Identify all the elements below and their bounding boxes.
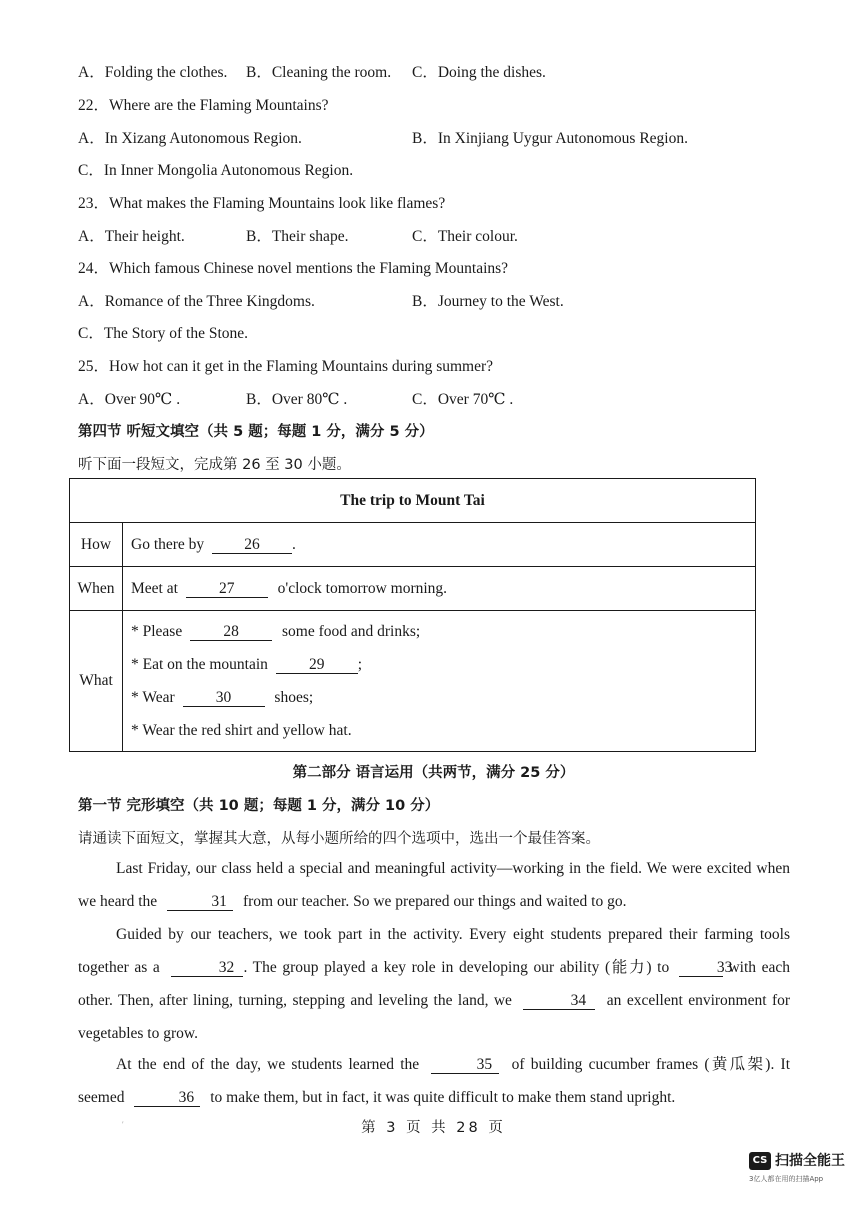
watermark-name: 扫描全能王 [775,1153,845,1169]
when-cell [123,567,756,611]
passage-paragraph-3 [78,1048,790,1114]
passage-text: an excellent environment for vegetables to grow. [78,992,791,1042]
what-item-1-post: some food and drinks; [281,623,421,640]
blank-30[interactable]: 30 [183,690,265,707]
q22-option-c: C．In Inner Mongolia Autonomous Region. [78,162,354,179]
how-label: How [70,523,123,567]
passage-paragraph-2 [78,918,790,1050]
scan-mark: ′ [122,1120,124,1129]
q22-option-b: B．In Xinjiang Uygur Autonomous Region. [412,130,688,147]
blank-29[interactable]: 29 [276,657,358,674]
q24-option-a: A．Romance of the Three Kingdoms. [78,293,315,310]
what-label: What [70,611,123,752]
q24-question: 24．Which famous Chinese novel mentions the Flaming Mountains? [78,260,509,277]
how-cell [123,523,756,567]
blank-34[interactable]: 34 [523,993,595,1010]
blank-35[interactable]: 35 [431,1057,499,1074]
what-item-2-post: ; [357,656,363,673]
trip-table-title: The trip to Mount Tai [70,479,756,523]
blank-32[interactable]: 32 [171,960,243,977]
q21-option-a: A．Folding the clothes. [78,64,228,81]
when-text: Meet at [131,579,178,597]
passage-paragraph-1 [78,852,790,918]
q25-option-a: A．Over 90℃ . [78,391,181,408]
what-cell [123,611,756,752]
q22-option-a: A．In Xizang Autonomous Region. [78,130,302,147]
passage-text: Last Friday, our class held a special and meaningful activity—working in the field. We were excited when we heard the [78,860,790,910]
passage-text: of building cucumber frames (黄瓜架). It seemed [78,1056,791,1106]
what-item-3-post: shoes; [274,689,314,706]
passage-text: with each other. Then, after lining, turning, stepping and leveling the land, we [78,959,791,1009]
what-item-2 [131,648,747,681]
table-row [70,523,756,567]
section4-instruction: 听下面一段短文，完成第 26 至 30 小题。 [78,457,351,473]
blank-27[interactable]: 27 [186,581,268,598]
part2-instruction: 请通读下面短文，掌握其大意，从每小题所给的四个选项中，选出一个最佳答案。 [78,831,600,847]
table-row [70,611,756,752]
camscanner-logo-icon: CS [749,1152,771,1170]
how-post: . [292,535,296,553]
blank-33[interactable]: 33 [679,960,723,977]
q24-option-b: B．Journey to the West. [412,293,564,310]
part2-section1-heading: 第一节 完形填空（共 10 题；每题 1 分，满分 10 分） [78,798,440,814]
q25-question: 25．How hot can it get in the Flaming Mountains during summer? [78,358,494,375]
page-number: 第 3 页 共 28 页 [361,1120,506,1136]
part2-heading: 第二部分 语言运用（共两节，满分 25 分） [292,765,575,781]
q21-option-c: C．Doing the dishes. [412,64,546,81]
table-row [70,567,756,611]
q24-option-c: C．The Story of the Stone. [78,325,249,342]
blank-36[interactable]: 36 [134,1090,200,1107]
scanner-watermark [749,1152,849,1192]
what-item-2-text: * Eat on the mountain [131,656,268,673]
passage-text: . The group played a key role in developing our ability (能力) to [243,959,670,976]
blank-31[interactable]: 31 [167,894,233,911]
section4-heading: 第四节 听短文填空（共 5 题；每题 1 分，满分 5 分） [78,424,434,440]
what-item-3-text: * Wear [131,689,175,706]
what-item-1-text: * Please [131,623,183,640]
q23-option-c: C．Their colour. [412,228,518,245]
passage-text: Guided by our teachers, we took part in the activity. Every eight students prepared their farming tools together as a [78,926,790,976]
trip-table [69,478,756,752]
q23-question: 23．What makes the Flaming Mountains look like flames? [78,195,446,212]
what-item-3 [131,681,747,714]
when-post: o'clock tomorrow morning. [277,579,448,597]
blank-28[interactable]: 28 [190,624,272,641]
q25-option-c: C．Over 70℃ . [412,391,514,408]
q23-option-a: A．Their height. [78,228,185,245]
how-text: Go there by [131,535,205,553]
passage-text: to make them, but in fact, it was quite difficult to make them stand upright. [210,1089,676,1106]
when-label: When [70,567,123,611]
blank-26[interactable]: 26 [212,537,292,554]
what-item-1 [131,615,747,648]
q23-option-b: B．Their shape. [246,228,349,245]
passage-text: from our teacher. So we prepared our things and waited to go. [242,893,627,910]
q22-question: 22．Where are the Flaming Mountains? [78,97,329,114]
passage-text: At the end of the day, we students learned the [116,1056,420,1073]
q25-option-b: B．Over 80℃ . [246,391,348,408]
what-item-4: * Wear the red shirt and yellow hat. [131,722,352,739]
watermark-tagline: 3亿人都在用的扫描App [749,1175,824,1183]
q21-option-b: B．Cleaning the room. [246,64,392,81]
